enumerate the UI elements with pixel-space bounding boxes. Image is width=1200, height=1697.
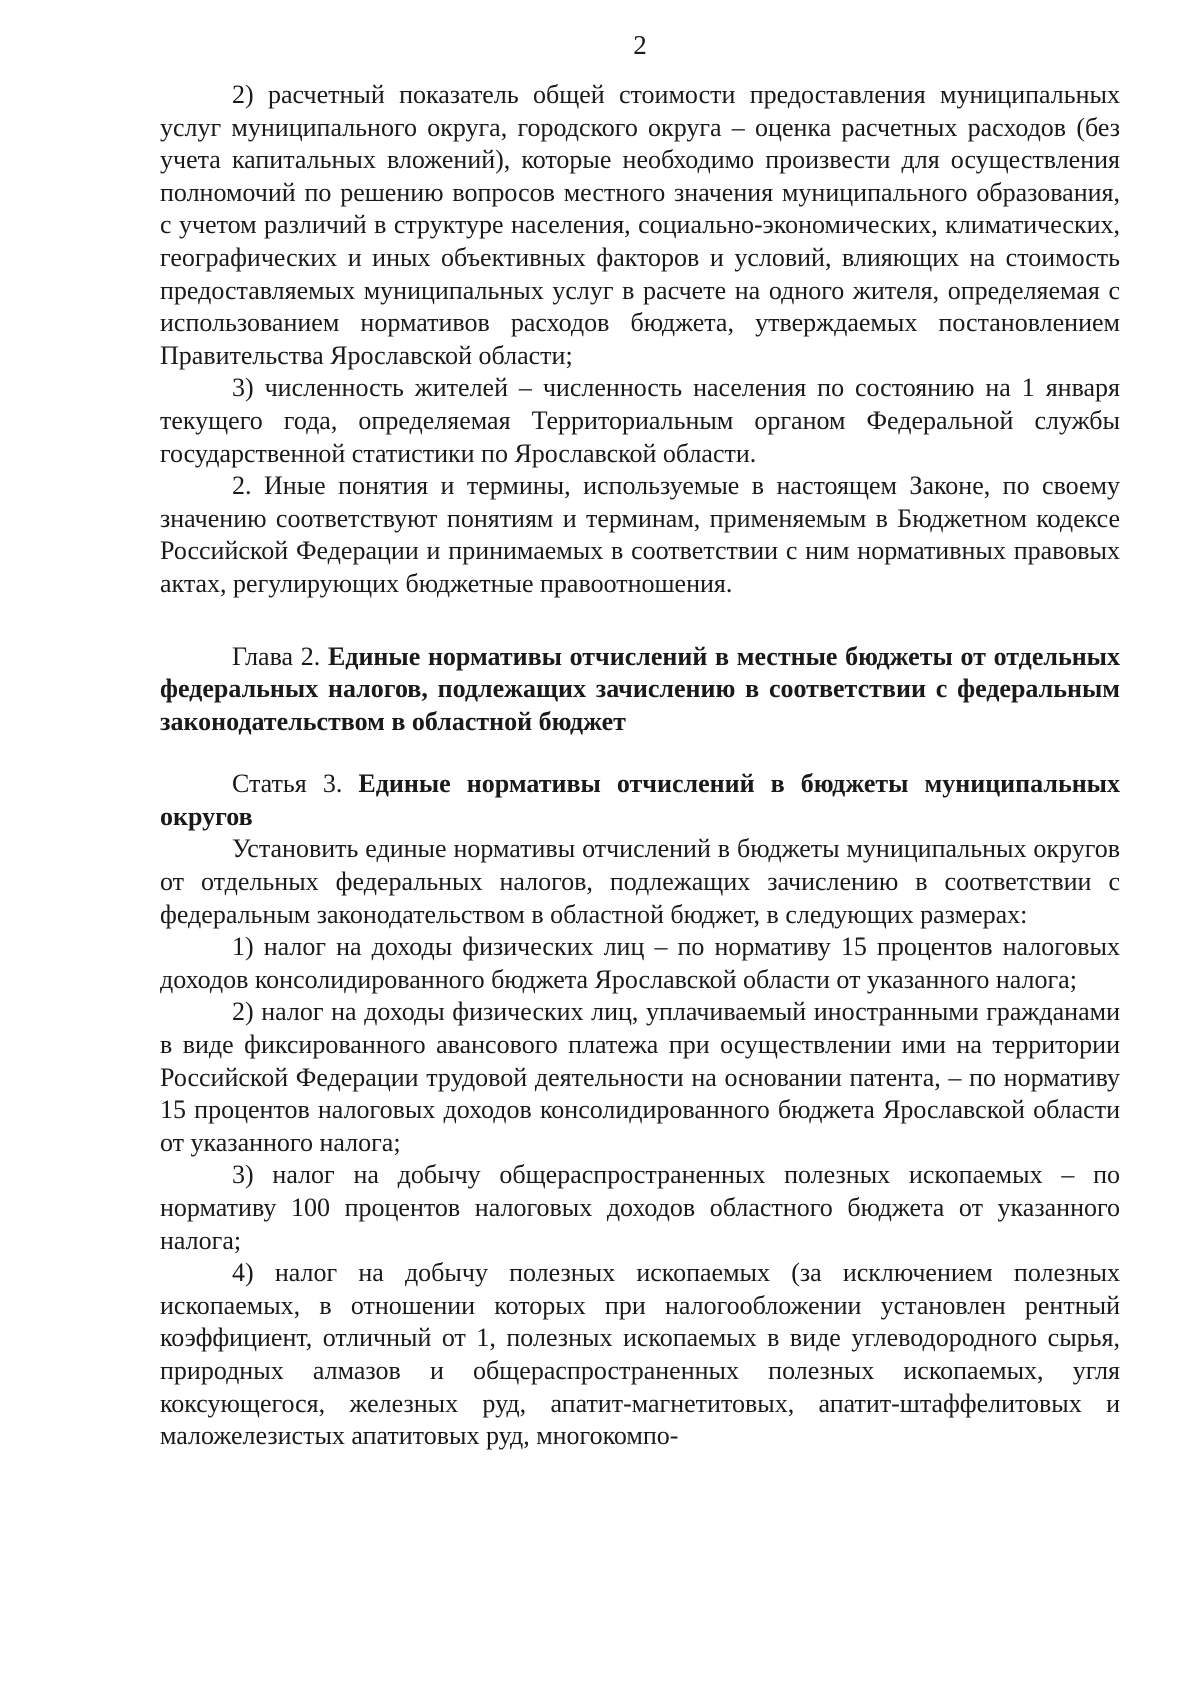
paragraph-establish: Установить единые нормативы отчислений в бюджеты муниципальных округов от отдельных федеральных налогов, подлежащих зачислению в соответствии с федеральным законодательством в областной бюджет, в следующих размерах:: [160, 834, 1120, 929]
chapter-title: Единые нормативы отчислений в местные бюджеты от отдельных федеральных налогов, подлежащих зачислению в соответствии с федеральным законодательством в областной бюджет: [160, 641, 1120, 736]
article-label: Статья 3.: [232, 769, 359, 799]
page-number: 2: [633, 30, 647, 60]
paragraph-other-terms: 2. Иные понятия и термины, используемые в настоящем Законе, по своему значению соответствуют понятиям и терминам, применяемым в Бюджетном кодексе Российской Федерации и принимаемых в соответствии с ним нормативных правовых актах, регулирующих бюджетные правоотношения.: [160, 471, 1120, 598]
list-item-1: 1) налог на доходы физических лиц – по нормативу 15 процентов налоговых доходов консолидированного бюджета Ярославской области от указанного налога;: [160, 932, 1120, 994]
chapter-heading: [160, 641, 1120, 739]
list-item-4: 4) налог на добычу полезных ископаемых (за исключением полезных ископаемых, в отношении которых при налогообложении установлен рентный коэффициент, отличный от 1, полезных ископаемых в виде углеводородного сырья, природных алмазов и общераспространенных полезных ископаемых, угля коксующегося, железных руд, апатит-магнетитовых, апатит-штаффелитовых и маложелезистых апатитовых руд, многокомпо-: [160, 1258, 1120, 1451]
paragraph-calc-indicator: 2) расчетный показатель общей стоимости предоставления муниципальных услуг муниципального округа, городского округа – оценка расчетных расходов (без учета капитальных вложений), которые необходимо произвести для осуществления полномочий по решению вопросов местного значения муниципального образования, с учетом различий в структуре населения, социально-экономических, климатических, географических и иных объективных факторов и условий, влияющих на стоимость предоставляемых муниципальных услуг в расчете на одного жителя, определяемая с использованием нормативов расходов бюджета, утверждаемых постановлением Правительства Ярославской области;: [160, 80, 1120, 370]
spacer: [160, 601, 1120, 641]
chapter-label: Глава 2.: [232, 641, 328, 671]
list-item-2: 2) налог на доходы физических лиц, уплачиваемый иностранными гражданами в виде фиксированного авансового платежа при осуществлении ими на территории Российской Федерации трудовой деятельности на основании патента, – по нормативу 15 процентов налоговых доходов консолидированного бюджета Ярославской области от указанного налога;: [160, 997, 1120, 1157]
list-item-3: 3) налог на добычу общераспространенных полезных ископаемых – по нормативу 100 процентов налоговых доходов областного бюджета от указанного налога;: [160, 1160, 1120, 1255]
document-page: [160, 30, 1120, 1453]
paragraph-population: 3) численность жителей – численность населения по состоянию на 1 января текущего года, определяемая Территориальным органом Федеральной службы государственной статистики по Ярославской области.: [160, 373, 1120, 468]
spacer: [160, 738, 1120, 768]
article-heading: [160, 768, 1120, 833]
article-title: Единые нормативы отчислений в бюджеты муниципальных округов: [160, 769, 1120, 831]
